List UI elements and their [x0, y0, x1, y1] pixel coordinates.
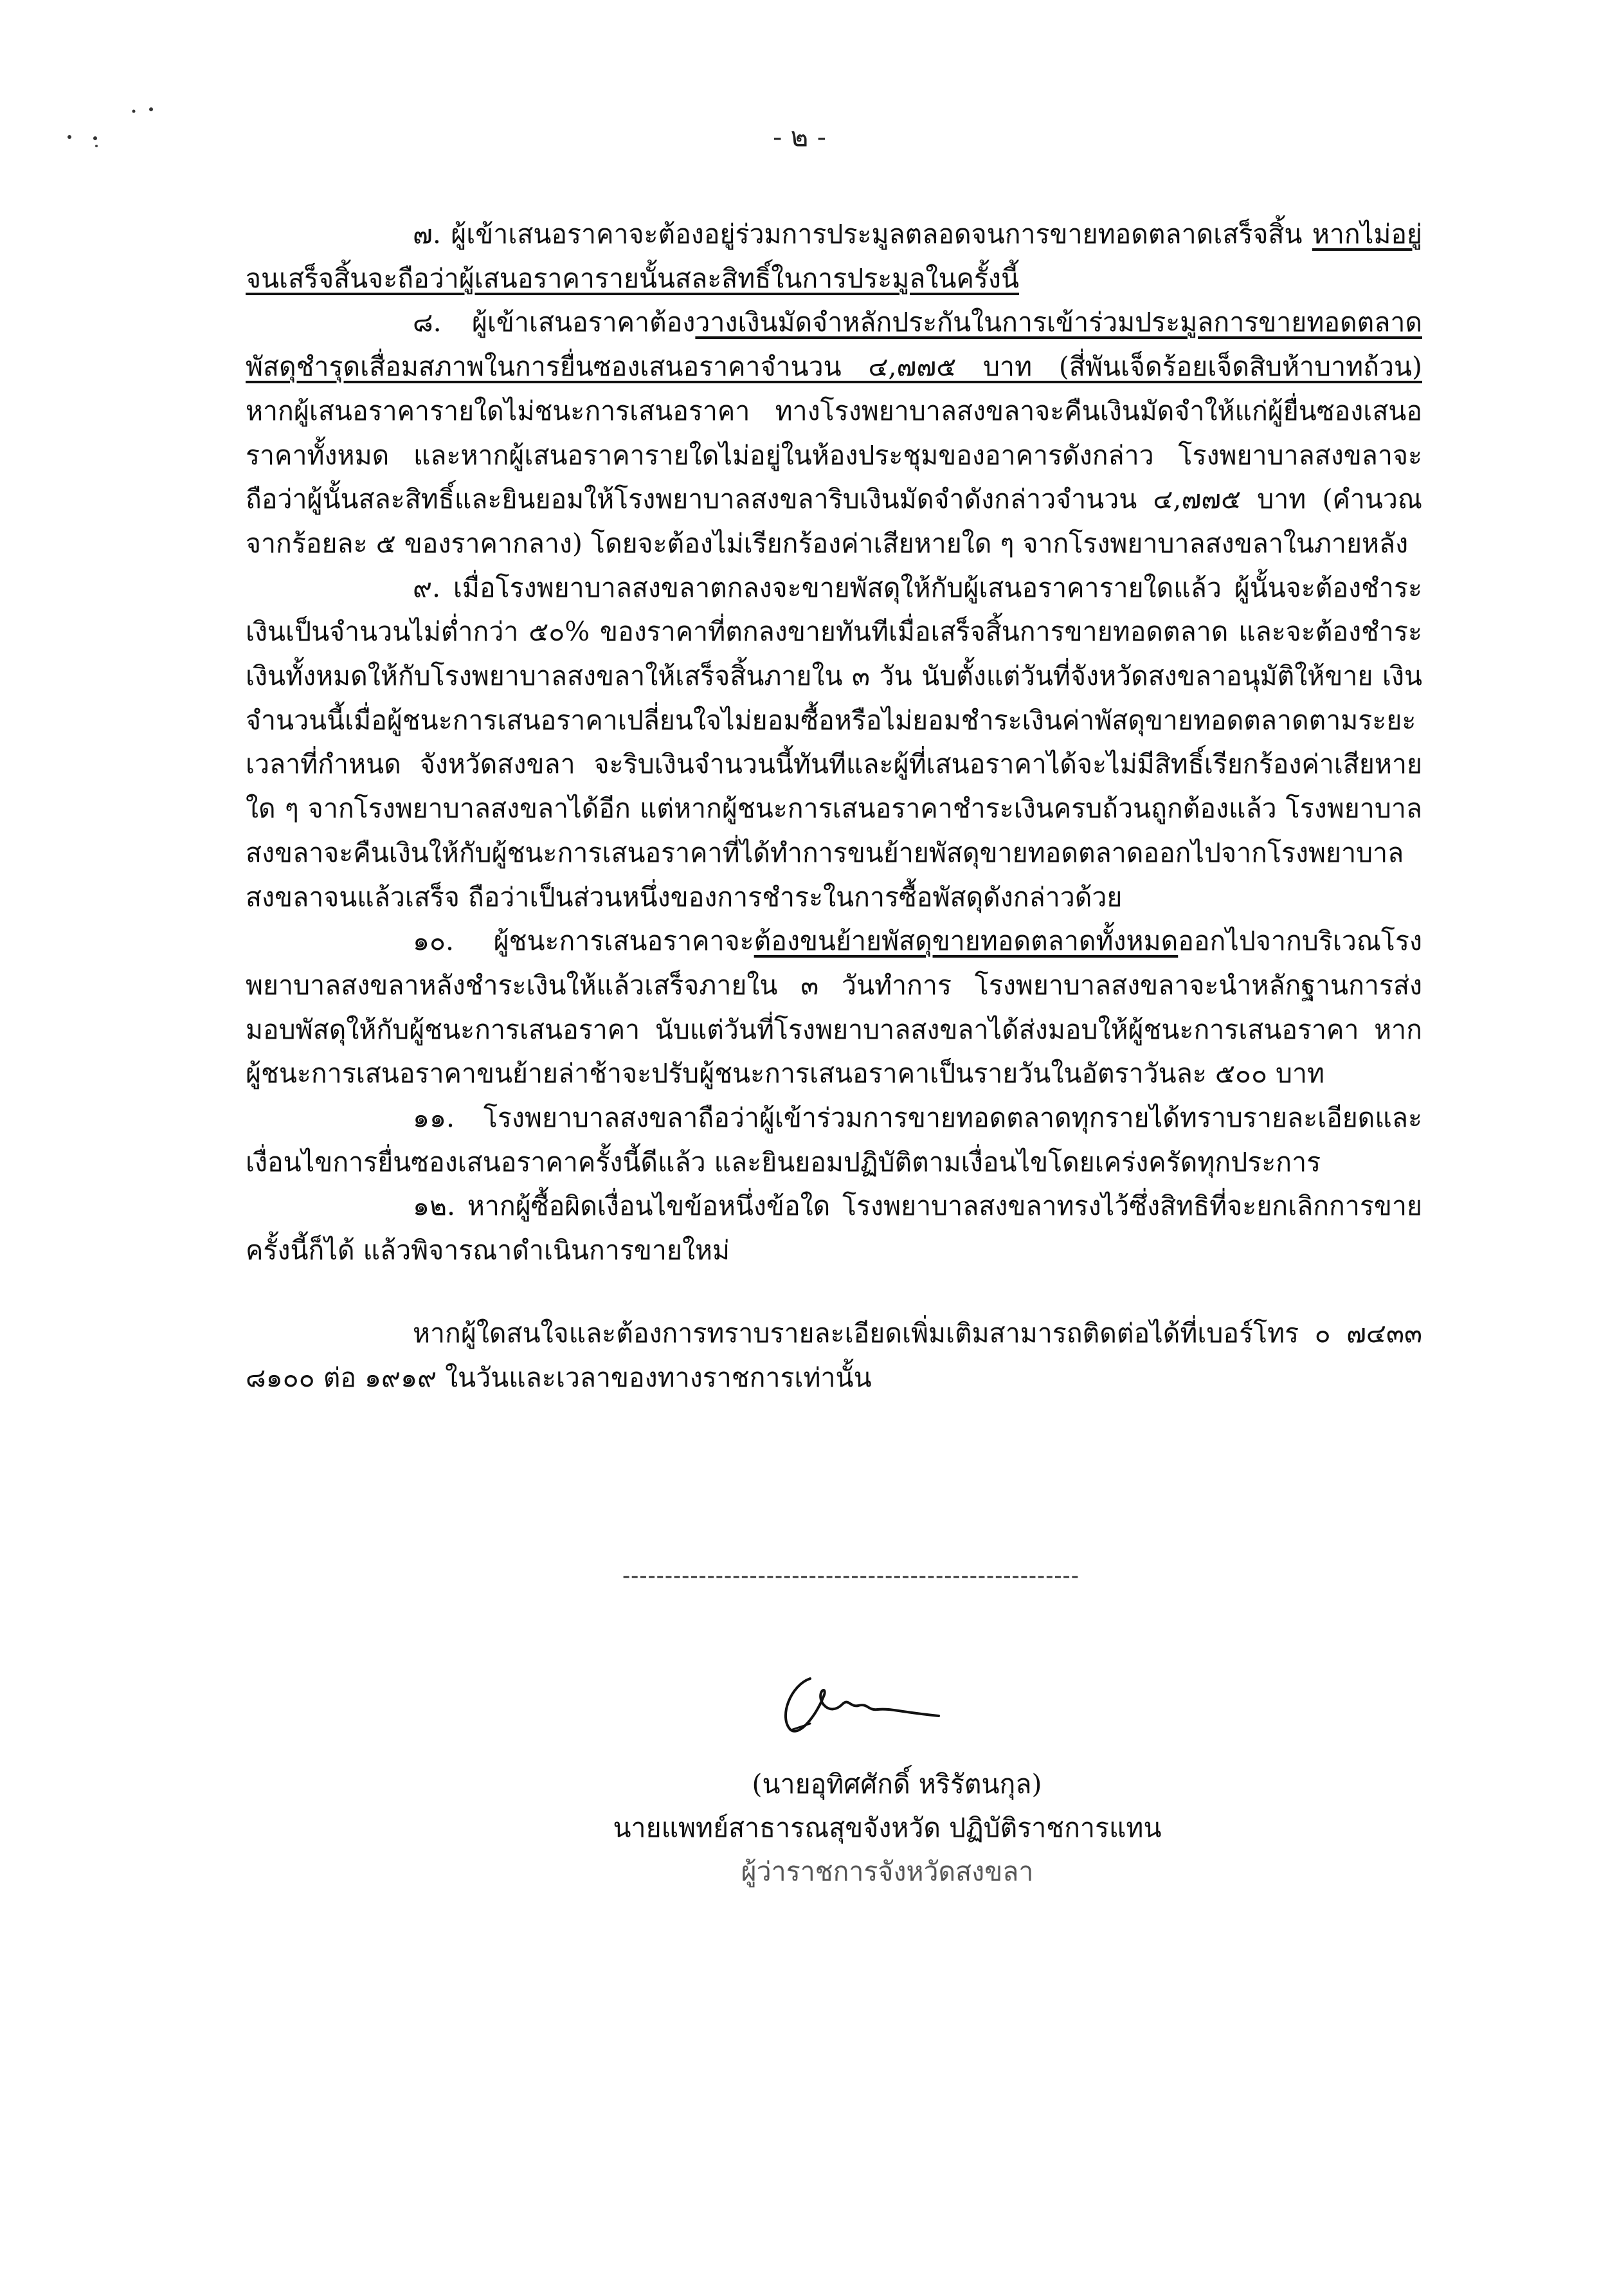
- signatory-name: (นายอุทิศศักดิ์ หริรัตนกุล): [752, 1769, 1042, 1799]
- clause-10: [246, 919, 1422, 1096]
- clause-8: [246, 300, 1422, 565]
- clause-7-underlined: หากไม่อยู่จนเสร็จสิ้นจะถือว่าผู้เสนอราคารายนั้นสละสิทธิ์ในการประมูลในครั้งนี้: [246, 219, 1422, 294]
- clause-9: [246, 566, 1422, 920]
- clause-10-underlined: ต้องขนย้ายพัสดุขายทอดตลาดทั้งหมด: [754, 925, 1179, 957]
- page-number: - ๒ -: [773, 121, 826, 152]
- clause-10-text: ๑๐. ผู้ชนะการเสนอราคาจะ: [413, 925, 754, 957]
- clause-10-rest: ออกไปจากบริเวณโรงพยาบาลสงขลาหลังชำระเงินให้แล้วเสร็จภายใน ๓ วันทำการ โรงพยาบาลสงขลาจะนำหลักฐานการส่งมอบพัสดุให้กับผู้ชนะการเสนอราคา นับแต่วันที่โรงพยาบาลสงขลาได้ส่งมอบให้ผู้ชนะการเสนอราคา หากผู้ชนะการเสนอราคาขนย้ายล่าช้าจะปรับผู้ชนะการเสนอราคาเป็นรายวันในอัตราวันละ ๕๐๐ บาท: [246, 925, 1422, 1089]
- signatory-title-2: ผู้ว่าราชการจังหวัดสงขลา: [741, 1856, 1034, 1887]
- separator-line: ------------------------------------------------------: [622, 1563, 1080, 1589]
- clause-11: [246, 1096, 1422, 1184]
- contact-paragraph: [246, 1311, 1422, 1399]
- signature-image: [772, 1653, 964, 1745]
- clause-11-text: ๑๑. โรงพยาบาลสงขลาถือว่าผู้เข้าร่วมการขายทอดตลาดทุกรายได้ทราบรายละเอียดและเงื่อนไขการยื่นซองเสนอราคาครั้งนี้ดีแล้ว และยินยอมปฏิบัติตามเงื่อนไขโดยเคร่งครัดทุกประการ: [246, 1102, 1422, 1178]
- clause-8-underlined: วางเงินมัดจำหลักประกันในการเข้าร่วมประมูลการขายทอดตลาดพัสดุชำรุดเสื่อมสภาพในการยื่นซองเสนอราคาจำนวน ๔,๗๗๕ บาท (สี่พันเจ็ดร้อยเจ็ดสิบห้าบาทถ้วน): [246, 307, 1422, 383]
- contact-text: หากผู้ใดสนใจและต้องการทราบรายละเอียดเพิ่มเติมสามารถติดต่อได้ที่เบอร์โทร ๐ ๗๔๓๓ ๘๑๐๐ ต่อ ๑๙๑๙ ในวันและเวลาของทางราชการเท่านั้น: [246, 1317, 1422, 1393]
- clause-9-text: ๙. เมื่อโรงพยาบาลสงขลาตกลงจะขายพัสดุให้กับผู้เสนอราคารายใดแล้ว ผู้นั้นจะต้องชำระเงินเป็นจำนวนไม่ต่ำกว่า ๕๐% ของราคาที่ตกลงขายทันทีเมื่อเสร็จสิ้นการขายทอดตลาด และจะต้องชำระเงินทั้งหมดให้กับโรงพยาบาลสงขลาให้เสร็จสิ้นภายใน ๓ วัน นับตั้งแต่วันที่จังหวัดสงขลาอนุมัติให้ขาย เงินจำนวนนี้เมื่อผู้ชนะการเสนอราคาเปลี่ยนใจไม่ยอมซื้อหรือไม่ยอมชำระเงินค่าพัสดุขายทอดตลาดตามระยะเวลาที่กำหนด จังหวัดสงขลา จะริบเงินจำนวนนี้ทันทีและผู้ที่เสนอราคาได้จะไม่มีสิทธิ์เรียกร้องค่าเสียหายใด ๆ จากโรงพยาบาลสงขลาได้อีก แต่หากผู้ชนะการเสนอราคาชำระเงินครบถ้วนถูกต้องแล้ว โรงพยาบาลสงขลาจะคืนเงินให้กับผู้ชนะการเสนอราคาที่ได้ทำการขนย้ายพัสดุขายทอดตลาดออกไปจากโรงพยาบาลสงขลาจนแล้วเสร็จ ถือว่าเป็นส่วนหนึ่งของการชำระในการซื้อพัสดุดังกล่าวด้วย: [246, 572, 1422, 913]
- clause-8-rest: หากผู้เสนอราคารายใดไม่ชนะการเสนอราคา ทางโรงพยาบาลสงขลาจะคืนเงินมัดจำให้แก่ผู้ยื่นซองเสนอราคาทั้งหมด และหากผู้เสนอราคารายใดไม่อยู่ในห้องประชุมของอาคารดังกล่าว โรงพยาบาลสงขลาจะถือว่าผู้นั้นสละสิทธิ์และยินยอมให้โรงพยาบาลสงขลาริบเงินมัดจำดังกล่าวจำนวน ๔,๗๗๕ บาท (คำนวณจากร้อยละ ๕ ของราคากลาง) โดยจะต้องไม่เรียกร้องค่าเสียหายใด ๆ จากโรงพยาบาลสงขลาในภายหลัง: [246, 395, 1422, 559]
- signatory-title: นายแพทย์สาธารณสุขจังหวัด ปฏิบัติราชการแทน: [613, 1812, 1162, 1843]
- clause-12: [246, 1184, 1422, 1272]
- clause-8-text: ๘. ผู้เข้าเสนอราคาต้อง: [413, 307, 696, 338]
- signatory-block: [598, 1762, 1177, 1893]
- clause-7: [246, 212, 1422, 300]
- document-body: [246, 212, 1422, 1399]
- clause-7-text: ๗. ผู้เข้าเสนอราคาจะต้องอยู่ร่วมการประมูลตลอดจนการขายทอดตลาดเสร็จสิ้น: [413, 219, 1312, 250]
- clause-12-text: ๑๒. หากผู้ซื้อผิดเงื่อนไขข้อหนึ่งข้อใด โรงพยาบาลสงขลาทรงไว้ซึ่งสิทธิที่จะยกเลิกการขายครั้งนี้ก็ได้ แล้วพิจารณาดำเนินการขายใหม่: [246, 1190, 1422, 1266]
